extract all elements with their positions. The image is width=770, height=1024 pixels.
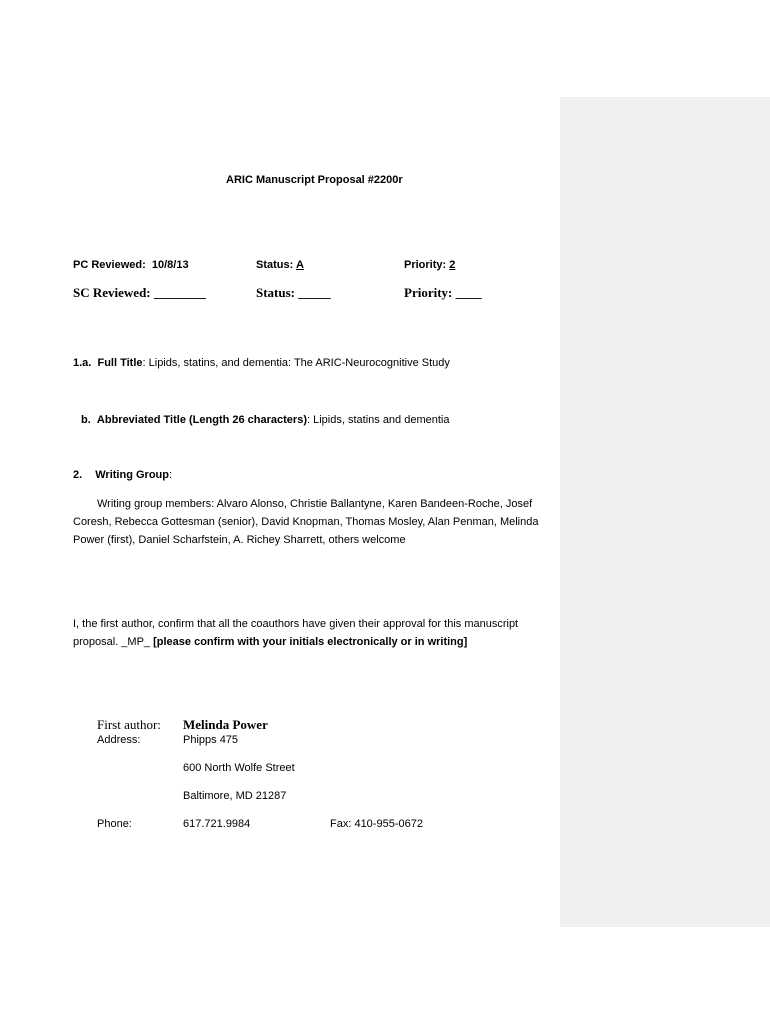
address-line1: Phipps 475 — [183, 734, 239, 746]
pc-priority-label: Priority: — [404, 259, 447, 271]
address-line2: 600 North Wolfe Street — [183, 762, 295, 774]
full-title-text: : Lipids, statins, and dementia: The ARIC-Neurocognitive Study — [142, 357, 450, 369]
page-title: ARIC Manuscript Proposal #2200r — [226, 174, 403, 186]
address-label: Address: — [97, 734, 141, 746]
pc-reviewed — [73, 259, 189, 271]
full-title-number: 1.a. — [73, 357, 92, 369]
full-title-line — [73, 357, 450, 369]
sc-reviewed: SC Reviewed: ________ — [73, 285, 206, 300]
pc-status-label: Status: — [256, 259, 294, 271]
phone-label: Phone: — [97, 818, 132, 830]
pc-priority — [404, 259, 455, 271]
first-author-name: Melinda Power — [183, 717, 268, 732]
pc-reviewed-date: 10/8/13 — [151, 259, 189, 271]
confirmation-text: I, the first author, confirm that all the coauthors have given their approval for this manuscript proposal. _MP_ — [73, 618, 519, 648]
first-author-label: First author: — [97, 717, 161, 732]
full-title-label: Full Title — [97, 357, 143, 369]
pc-status-value: A — [295, 259, 304, 271]
abbrev-title-label: Abbreviated Title (Length 26 characters) — [96, 414, 307, 426]
pc-status — [256, 259, 304, 271]
sc-status: Status: _____ — [256, 285, 331, 300]
sc-priority: Priority: ____ — [404, 285, 482, 300]
comment-pane — [560, 97, 770, 927]
pc-reviewed-label: PC Reviewed: — [73, 259, 146, 271]
abbrev-title-text: : Lipids, statins and dementia — [307, 414, 450, 426]
abbrev-title-line — [81, 414, 449, 426]
writing-group-colon: : — [168, 469, 173, 481]
abbrev-title-number: b. — [81, 414, 91, 426]
writing-group-members: Writing group members: Alvaro Alonso, Christie Ballantyne, Karen Bandeen-Roche, Josef Coresh, Rebecca Gottesman (senior), David Knopman, Thomas Mosley, Alan Penman, Melinda Power (first), Daniel Scharfstein, A. Richey Sharrett, others welcome — [73, 498, 539, 546]
phone-value: 617.721.9984 — [183, 818, 251, 830]
writing-group-number: 2. — [73, 469, 83, 481]
pc-priority-value: 2 — [449, 259, 456, 271]
address-line3: Baltimore, MD 21287 — [183, 790, 287, 802]
writing-group-heading — [73, 469, 172, 481]
writing-group-label: Writing Group — [95, 469, 169, 481]
confirmation-bold: [please confirm with your initials electronically or in writing] — [153, 636, 468, 648]
confirmation-paragraph — [73, 615, 545, 651]
fax-value: Fax: 410-955-0672 — [330, 818, 423, 830]
